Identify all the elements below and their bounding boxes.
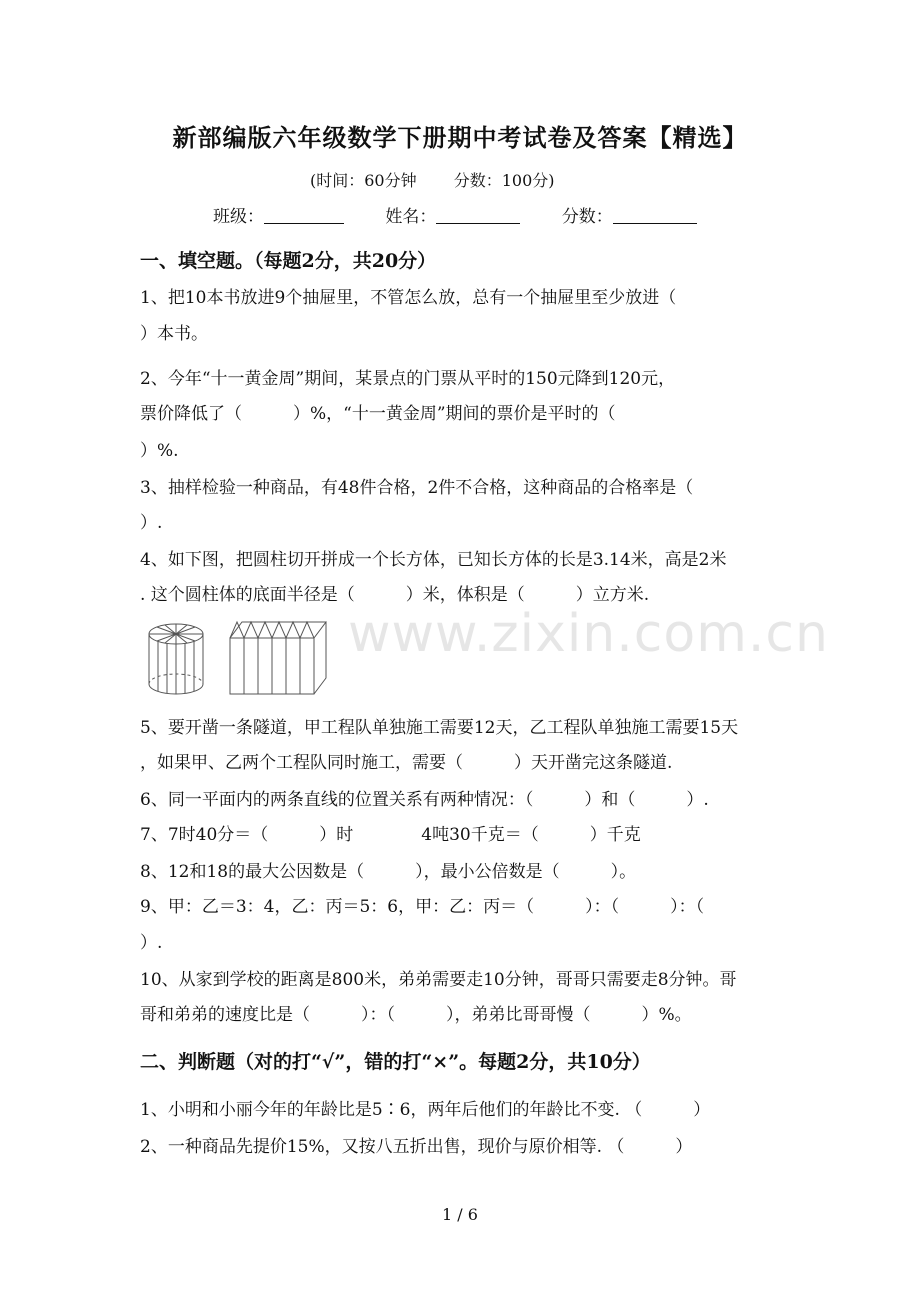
question-line: ）. <box>140 933 163 953</box>
question-line: ）%. <box>140 441 179 461</box>
name-label: 姓名： <box>385 207 437 227</box>
question-line: 7、7时40分＝（ ）时 4吨30千克＝（ ）千克 <box>140 825 641 845</box>
question-line: 10、从家到学校的距离是800米，弟弟需要走10分钟，哥哥只需要走8分钟。哥 <box>140 970 737 990</box>
question-line: 2、今年“十一黄金周”期间，某景点的门票从平时的150元降到120元， <box>140 369 676 389</box>
section-fill-blank-heading: 一、填空题。（每题2分，共20分） <box>140 250 437 272</box>
student-info-fields <box>213 202 733 227</box>
question-line: 哥和弟弟的速度比是（ ）：（ ），弟弟比哥哥慢（ ）%。 <box>140 1005 692 1025</box>
section-true-false-heading: 二、判断题（对的打“√”，错的打“×”。每题2分，共10分） <box>140 1051 651 1073</box>
cylinder-vertical-lines <box>158 641 194 694</box>
question-line: . 这个圆柱体的底面半径是（ ）米，体积是（ ）立方米. <box>140 585 650 605</box>
question-line: 8、12和18的最大公因数是（ ），最小公倍数是（ ）。 <box>140 862 637 882</box>
question-line: 5、要开凿一条隧道，甲工程队单独施工需要12天，乙工程队单独施工需要15天 <box>140 718 739 738</box>
question-line: 9、甲：乙＝3：4，乙：丙＝5：6，甲：乙：丙＝（ ）：（ ）：（ <box>140 897 705 917</box>
question-line: 1、小明和小丽今年的年龄比是5∶6，两年后他们的年龄比不变. （ ） <box>140 1100 711 1120</box>
cuboid-vertical-lines <box>244 638 300 694</box>
question-line: 3、抽样检验一种商品，有48件合格，2件不合格，这种商品的合格率是（ <box>140 478 694 498</box>
cylinder-to-cuboid-figure <box>146 618 336 698</box>
cylinder-sector-lines <box>149 624 203 644</box>
question-line: 1、把10本书放进9个抽屉里，不管怎么放，总有一个抽屉里至少放进（ <box>140 288 677 308</box>
page-number: 1 / 6 <box>442 1205 478 1224</box>
question-line: ，如果甲、乙两个工程队同时施工，需要（ ）天开凿完这条隧道. <box>140 753 673 773</box>
question-line: 6、同一平面内的两条直线的位置关系有两种情况：（ ）和（ ）. <box>140 790 709 810</box>
question-line: ）本书。 <box>140 324 208 344</box>
question-line: ）. <box>140 513 163 533</box>
class-label: 班级： <box>213 207 264 227</box>
question-line: 票价降低了（ ）%，“十一黄金周”期间的票价是平时的（ <box>140 404 616 424</box>
time-limit: (时间：60分钟 <box>310 171 417 190</box>
total-score: 分数：100分) <box>453 171 555 190</box>
name-blank[interactable] <box>436 223 520 224</box>
cuboid-side-face <box>314 622 326 694</box>
cuboid-teeth <box>230 622 314 638</box>
score-label: 分数： <box>561 207 613 227</box>
class-blank[interactable] <box>264 223 344 224</box>
class-field <box>213 202 344 227</box>
question-line: 4、如下图，把圆柱切开拼成一个长方体，已知长方体的长是3.14米，高是2米 <box>140 550 727 570</box>
question-line: 2、一种商品先提价15%，又按八五折出售，现价与原价相等. （ ） <box>140 1137 693 1157</box>
score-field <box>562 202 697 227</box>
exam-info <box>310 168 555 191</box>
name-field <box>385 202 520 227</box>
page-title: 新部编版六年级数学下册期中考试卷及答案【精选】 <box>172 123 748 152</box>
watermark: www.zixin.com.cn <box>348 604 829 664</box>
score-blank[interactable] <box>613 223 697 224</box>
